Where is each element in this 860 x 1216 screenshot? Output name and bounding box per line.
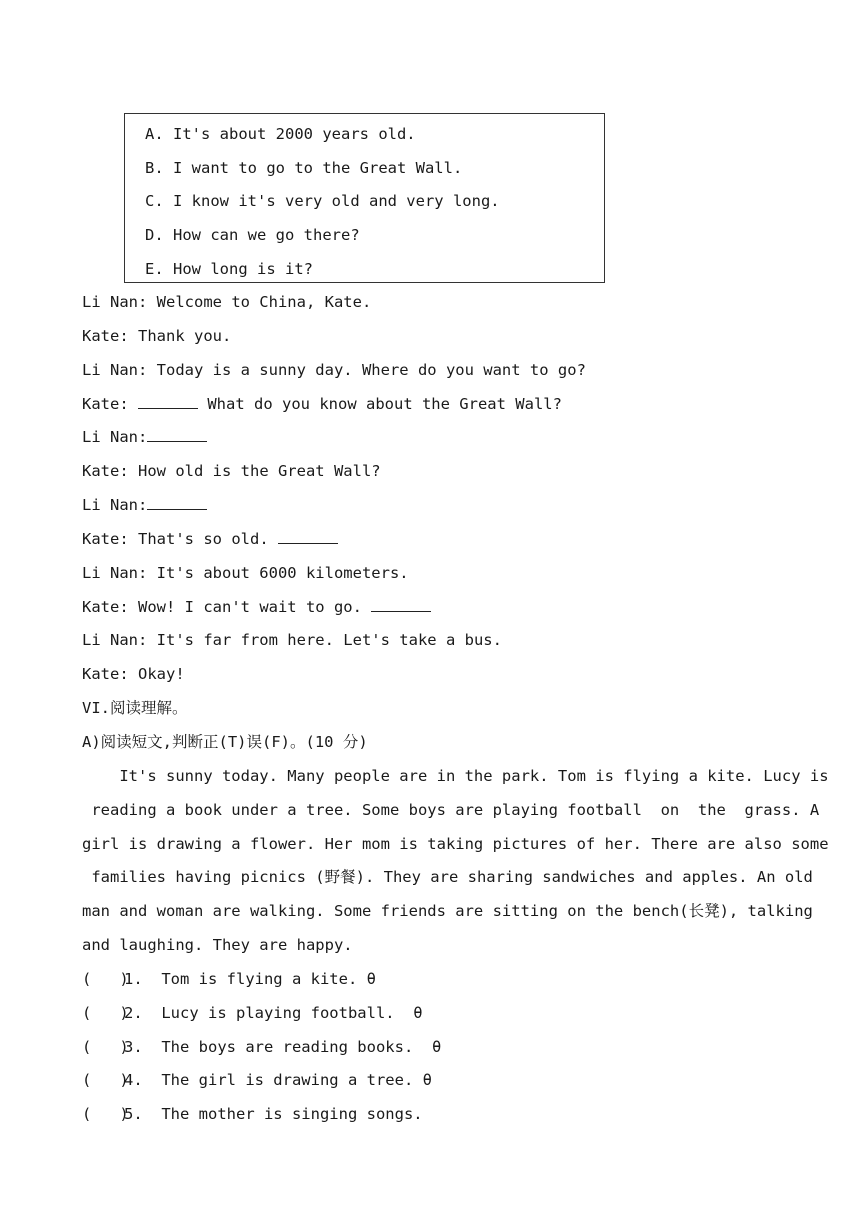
answer-paren[interactable]: ( ) xyxy=(82,1105,129,1123)
passage-line: families having picnics (野餐). They are sharing sandwiches and apples. An old xyxy=(82,868,813,886)
dialogue-line xyxy=(82,663,185,685)
speaker: Li Nan: xyxy=(82,496,148,514)
option-item xyxy=(145,157,462,179)
option-text: I want to go to the Great Wall. xyxy=(173,159,463,177)
question-item xyxy=(82,1103,423,1125)
dialogue-line xyxy=(82,291,371,313)
speaker: Li Nan: xyxy=(82,293,148,311)
option-text: I know it's very old and very long. xyxy=(173,192,500,210)
speaker: Kate: xyxy=(82,665,129,683)
question-text: 3. The boys are reading books. θ xyxy=(124,1038,442,1056)
option-letter: D. xyxy=(145,226,164,244)
question-text: 5. The mother is singing songs. xyxy=(124,1105,423,1123)
dialogue-text: That's so old. xyxy=(128,530,278,548)
question-item xyxy=(82,1036,441,1058)
question-item xyxy=(82,1069,432,1091)
option-item xyxy=(145,224,360,246)
option-item xyxy=(145,123,416,145)
passage-line: man and woman are walking. Some friends are sitting on the bench(长凳), talking xyxy=(82,902,813,920)
answer-blank[interactable] xyxy=(371,597,431,612)
passage-line: reading a book under a tree. Some boys are playing football on the grass. A xyxy=(82,801,820,819)
dialogue-text: Okay! xyxy=(128,665,185,683)
speaker: Kate: xyxy=(82,530,129,548)
dialogue-text: What do you know about the Great Wall? xyxy=(198,395,562,413)
dialogue-text: It's about 6000 kilometers. xyxy=(147,564,409,582)
dialogue-line xyxy=(82,596,431,618)
dialogue-line xyxy=(82,494,207,516)
question-text: 4. The girl is drawing a tree. θ xyxy=(124,1071,432,1089)
speaker: Kate: xyxy=(82,395,129,413)
dialogue-line xyxy=(82,325,231,347)
dialogue-line xyxy=(82,393,562,415)
passage-line: girl is drawing a flower. Her mom is taking pictures of her. There are also some xyxy=(82,835,829,853)
dialogue-line xyxy=(82,528,338,550)
option-text: How can we go there? xyxy=(173,226,360,244)
question-item xyxy=(82,968,376,990)
option-item xyxy=(145,258,313,280)
dialogue-line xyxy=(82,359,586,381)
question-text: 2. Lucy is playing football. θ xyxy=(124,1004,423,1022)
answer-paren[interactable]: ( ) xyxy=(82,1071,129,1089)
dialogue-line xyxy=(82,629,502,651)
part-a-title: A)阅读短文,判断正(T)误(F)。(10 分) xyxy=(82,733,368,751)
answer-blank[interactable] xyxy=(147,427,207,442)
speaker: Li Nan: xyxy=(82,631,148,649)
speaker: Kate: xyxy=(82,462,129,480)
question-text: 1. Tom is flying a kite. θ xyxy=(124,970,376,988)
answer-paren[interactable]: ( ) xyxy=(82,1004,129,1022)
dialogue-text: It's far from here. Let's take a bus. xyxy=(147,631,502,649)
question-item xyxy=(82,1002,423,1024)
speaker: Li Nan: xyxy=(82,361,148,379)
dialogue-text: Thank you. xyxy=(128,327,232,345)
answer-paren[interactable]: ( ) xyxy=(82,1038,129,1056)
speaker: Li Nan: xyxy=(82,564,148,582)
dialogue-text: Welcome to China, Kate. xyxy=(147,293,372,311)
speaker: Li Nan: xyxy=(82,428,148,446)
dialogue-text: Today is a sunny day. Where do you want to go? xyxy=(147,361,586,379)
dialogue-line xyxy=(82,426,207,448)
option-letter: B. xyxy=(145,159,164,177)
answer-blank[interactable] xyxy=(278,529,338,544)
option-letter: A. xyxy=(145,125,164,143)
options-box xyxy=(124,113,605,283)
dialogue-text xyxy=(129,395,138,413)
passage-line: It's sunny today. Many people are in the park. Tom is flying a kite. Lucy is xyxy=(82,767,829,785)
answer-paren[interactable]: ( ) xyxy=(82,970,129,988)
dialogue-line xyxy=(82,460,381,482)
dialogue-text: Wow! I can't wait to go. xyxy=(128,598,372,616)
dialogue-line xyxy=(82,562,409,584)
speaker: Kate: xyxy=(82,327,129,345)
option-letter: C. xyxy=(145,192,164,210)
dialogue-text: How old is the Great Wall? xyxy=(128,462,381,480)
option-item xyxy=(145,190,500,212)
answer-blank[interactable] xyxy=(147,495,207,510)
option-text: It's about 2000 years old. xyxy=(173,125,416,143)
option-text: How long is it? xyxy=(173,260,313,278)
section-title: VI.阅读理解。 xyxy=(82,699,188,717)
passage-line: and laughing. They are happy. xyxy=(82,936,353,954)
speaker: Kate: xyxy=(82,598,129,616)
answer-blank[interactable] xyxy=(138,394,198,409)
option-letter: E. xyxy=(145,260,164,278)
